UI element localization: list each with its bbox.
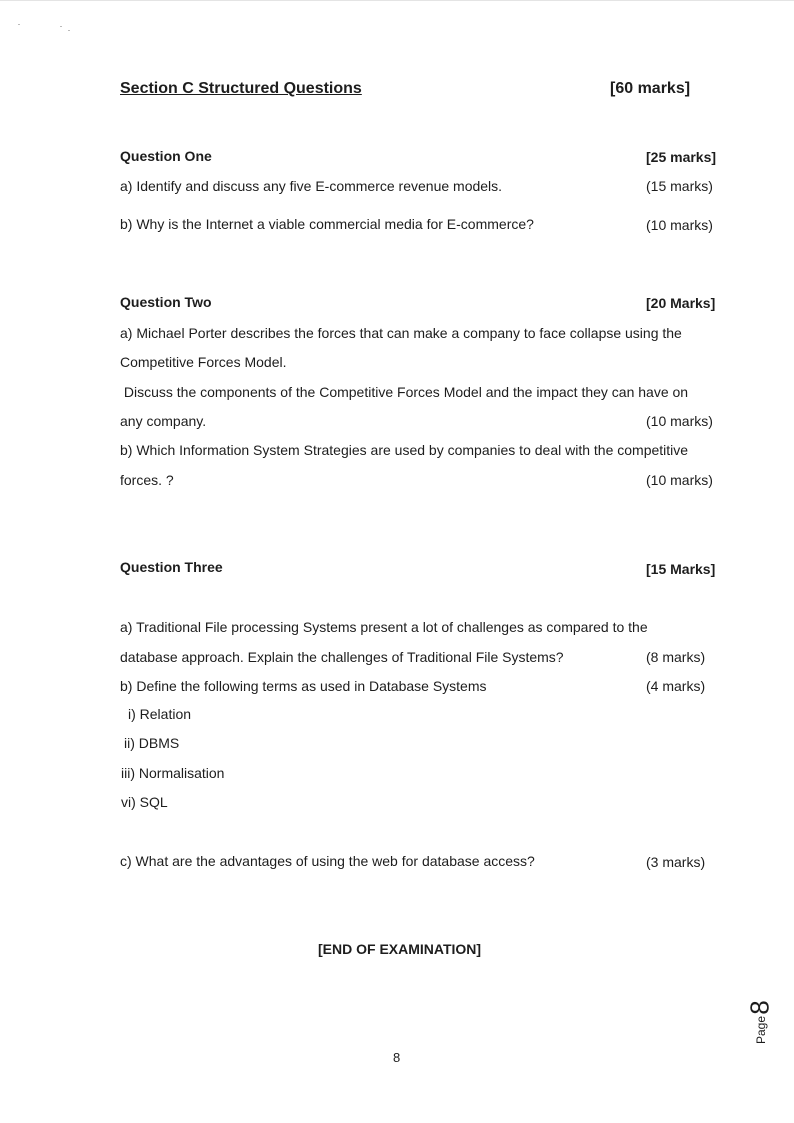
question-one-part-b: b) Why is the Internet a viable commercial media for E-commerce? (120, 216, 534, 232)
term-item: ii) DBMS (124, 735, 180, 751)
question-three-part-a-marks: (8 marks) (646, 649, 706, 665)
page-stamp (742, 990, 782, 1050)
term-item: iii) Normalisation (121, 765, 225, 781)
end-of-examination: [END OF EXAMINATION] (318, 941, 482, 957)
term-item: vi) SQL (121, 794, 168, 810)
question-two-part-a-marks: (10 marks) (646, 413, 713, 429)
question-three-marks: [15 Marks] (646, 561, 716, 577)
scan-speck (18, 24, 20, 25)
section-marks: [60 marks] (610, 80, 691, 97)
question-one-title: Question One (120, 148, 212, 164)
question-two-part-b-line: forces. ? (120, 472, 174, 488)
question-two-part-b-marks: (10 marks) (646, 472, 713, 488)
question-three-part-b-marks: (4 marks) (646, 678, 706, 694)
page-stamp-label: Page (754, 1015, 768, 1044)
question-two-part-a-line: any company. (120, 413, 207, 429)
question-three-part-c: c) What are the advantages of using the web for database access? (120, 853, 535, 869)
term-item: i) Relation (128, 706, 192, 722)
question-three-part-a-line: a) Traditional File processing Systems present a lot of challenges as compared to the (120, 619, 648, 635)
scan-speck (68, 30, 70, 31)
question-three-title: Question Three (120, 559, 223, 575)
question-one-part-a-marks: (15 marks) (646, 178, 713, 194)
scan-speck (60, 26, 62, 27)
question-three-part-b: b) Define the following terms as used in Database Systems (120, 678, 487, 694)
question-one-part-a: a) Identify and discuss any five E-commerce revenue models. (120, 178, 503, 194)
question-two-marks: [20 Marks] (646, 295, 716, 311)
question-three-part-c-marks: (3 marks) (646, 854, 706, 870)
section-title: Section C Structured Questions (120, 80, 362, 97)
page-number: 8 (393, 1050, 401, 1065)
question-two-part-a-line: Discuss the components of the Competitive Forces Model and the impact they can have on (120, 384, 689, 400)
question-two-part-a-line: a) Michael Porter describes the forces that can make a company to face collapse using the (120, 325, 682, 341)
scan-top-edge (0, 0, 794, 1)
question-two-part-a-line: Competitive Forces Model. (120, 354, 287, 370)
page-stamp-number: 8 (744, 1000, 775, 1015)
question-two-title: Question Two (120, 294, 212, 310)
question-one-part-b-marks: (10 marks) (646, 217, 713, 233)
question-two-part-b-line: b) Which Information System Strategies are used by companies to deal with the competitive (120, 442, 689, 458)
question-three-part-a-line: database approach. Explain the challenges of Traditional File Systems? (120, 649, 564, 665)
question-one-marks: [25 marks] (646, 149, 717, 165)
